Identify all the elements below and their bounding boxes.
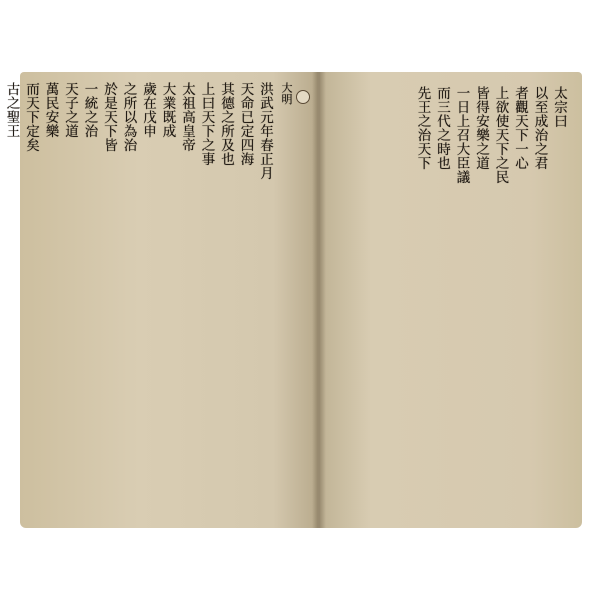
binding-hole [296,90,310,104]
text-column: 之所以為治 [120,82,137,152]
open-book [3,72,582,528]
text-column: 上曰天下之事 [198,82,215,166]
text-column: 先王之治天下 [414,86,431,170]
text-column: 皆得安樂之道 [473,86,489,170]
book-gutter [312,72,326,528]
text-column: 太祖高皇帝 [179,82,195,152]
text-column: 歲在戊申 [140,82,156,138]
text-column: 一日上召大臣議 [453,86,470,184]
text-column: 太宗曰 [551,86,567,128]
text-column: 一統之治 [81,82,98,138]
text-column: 萬民安樂 [42,82,59,138]
text-column: 天子之道 [62,82,78,138]
left-page [3,72,318,528]
text-column: 於是天下皆 [101,82,117,152]
text-column: 而天下定矣 [23,82,39,152]
text-column: 以至成治之君 [531,86,548,170]
text-column: 而三代之時也 [434,86,450,170]
text-column: 天命已定四海 [237,82,254,166]
text-column: 上欲使天下之民 [492,86,509,184]
right-page [318,72,582,528]
left-page-text [1,82,294,514]
right-page-text [412,86,568,346]
text-column: 其德之所及也 [218,82,234,166]
text-column: 者觀天下一心 [512,86,528,170]
text-column: 洪武元年春正月 [257,82,273,180]
margin-note: 大明 [280,82,293,105]
text-column: 大業既成 [159,82,176,138]
text-column: 古之聖王 [3,82,20,138]
